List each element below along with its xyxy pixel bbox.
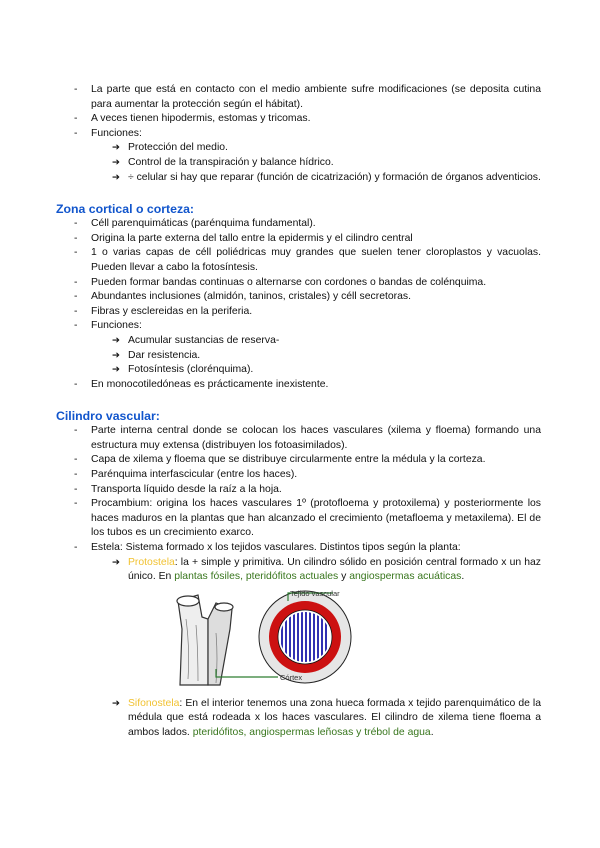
list-item: - Pueden formar bandas continuas o alternarse con cordones o bandas de colénquima.: [91, 276, 541, 291]
protostela-example-1: plantas fósiles, pteridófitos actuales: [174, 571, 339, 583]
list-item: - Abundantes inclusiones (almidón, taninos, cristales) y céll secretoras.: [91, 290, 541, 305]
cortex-list: [0, 217, 541, 392]
function-item: ➔ Protección del medio.: [128, 141, 541, 156]
function-item: ➔ Acumular sustancias de reserva-: [128, 334, 541, 349]
list-item: - Parte interna central donde se colocan los haces vasculares (xilema y floema) formando una estructura muy extensa (distribuyen los fotoasimilados).: [91, 424, 541, 453]
functions-list: [91, 141, 541, 185]
list-item: [91, 319, 541, 377]
protostela-example-2: angiospermas acuáticas: [349, 571, 462, 583]
list-item: - La parte que está en contacto con el medio ambiente sufre modificaciones (se deposita cutina para aumentar la protección según el hábitat).: [91, 83, 541, 112]
protostela-connector: y: [338, 571, 350, 583]
cross-section: [259, 588, 351, 683]
list-item: [91, 127, 541, 185]
sifonostela-term: Sifonostela: [128, 697, 180, 709]
list-item: - En monocotiledóneas es prácticamente inexistente.: [91, 378, 541, 393]
sifonostela-text: : En el interior tenemos una zona hueca formada x tejido parenquimático de la médula que está rodeada x los haces vasculares. El cilindro de xilema tiene floema a ambos lados.: [128, 697, 541, 738]
function-item: ➔ Control de la transpiración y balance hídrico.: [128, 156, 541, 171]
sifonostela-end: .: [430, 727, 434, 738]
protostela-text: : la + simple y primitiva. Un cilindro sólido en posición central formado x un haz único. En: [128, 556, 541, 583]
list-item: - 1 o varias capas de céll poliédricas muy grandes que suelen tener cloroplastos y vacuolas. Pueden llevar a cabo la fotosíntesis.: [91, 246, 541, 275]
stele-types-list: [91, 556, 541, 741]
protostela-item: [128, 556, 541, 691]
protostela-end: .: [461, 571, 465, 583]
protostela-term: Protostela: [128, 556, 175, 568]
list-item: - Transporta líquido desde la raíz a la hoja.: [91, 483, 541, 498]
list-item: - Procambium: origina los haces vasculares 1º (protofloema y protoxilema) y posteriormente los haces maduros en la plantas que han alcanzado el crecimiento (metafloema y metaxilema). El de los tubos es un crecimiento exarco.: [91, 497, 541, 541]
label-vascular-tissue: Tejido vascular: [290, 588, 340, 598]
stele-intro: Estela: Sistema formado x los tejidos vasculares. Distintos tipos según la planta:: [91, 542, 461, 554]
function-item: ➔ Dar resistencia.: [128, 349, 541, 364]
functions-label: Funciones:: [91, 127, 142, 139]
list-item: - A veces tienen hipodermis, estomas y tricomas.: [91, 112, 541, 127]
function-item: ➔ Fotosíntesis (clorénquima).: [128, 363, 541, 378]
functions-label: Funciones:: [91, 320, 142, 332]
list-item: [91, 541, 541, 741]
sifonostela-item: [128, 697, 541, 741]
epidermis-list: [0, 83, 541, 185]
list-item: - Parénquima interfascicular (entre los haces).: [91, 468, 541, 483]
label-cortex: Córtex: [280, 672, 303, 682]
list-item: - Capa de xilema y floema que se distribuye circularmente entre la médula y la corteza.: [91, 453, 541, 468]
section-heading-vascular: Cilindro vascular:: [56, 409, 160, 424]
vascular-list: [0, 424, 541, 740]
stem-illustration: [177, 595, 233, 685]
protostela-illustration: [168, 589, 498, 691]
list-item: - Céll parenquimáticas (parénquima fundamental).: [91, 217, 541, 232]
list-item: - Fibras y esclereidas en la periferia.: [91, 305, 541, 320]
function-item: ➔ ÷ celular si hay que reparar (función de cicatrización) y formación de órganos adventicios.: [128, 171, 541, 186]
list-item: - Origina la parte externa del tallo entre la epidermis y el cilindro central: [91, 232, 541, 247]
sifonostela-examples: pteridófitos, angiospermas leñosas y trébol de agua: [192, 727, 431, 738]
functions-list: [91, 334, 541, 378]
section-heading-cortex: Zona cortical o corteza:: [56, 202, 195, 217]
callout-line-bottom: [216, 669, 278, 677]
protostela-figure: [168, 589, 498, 691]
